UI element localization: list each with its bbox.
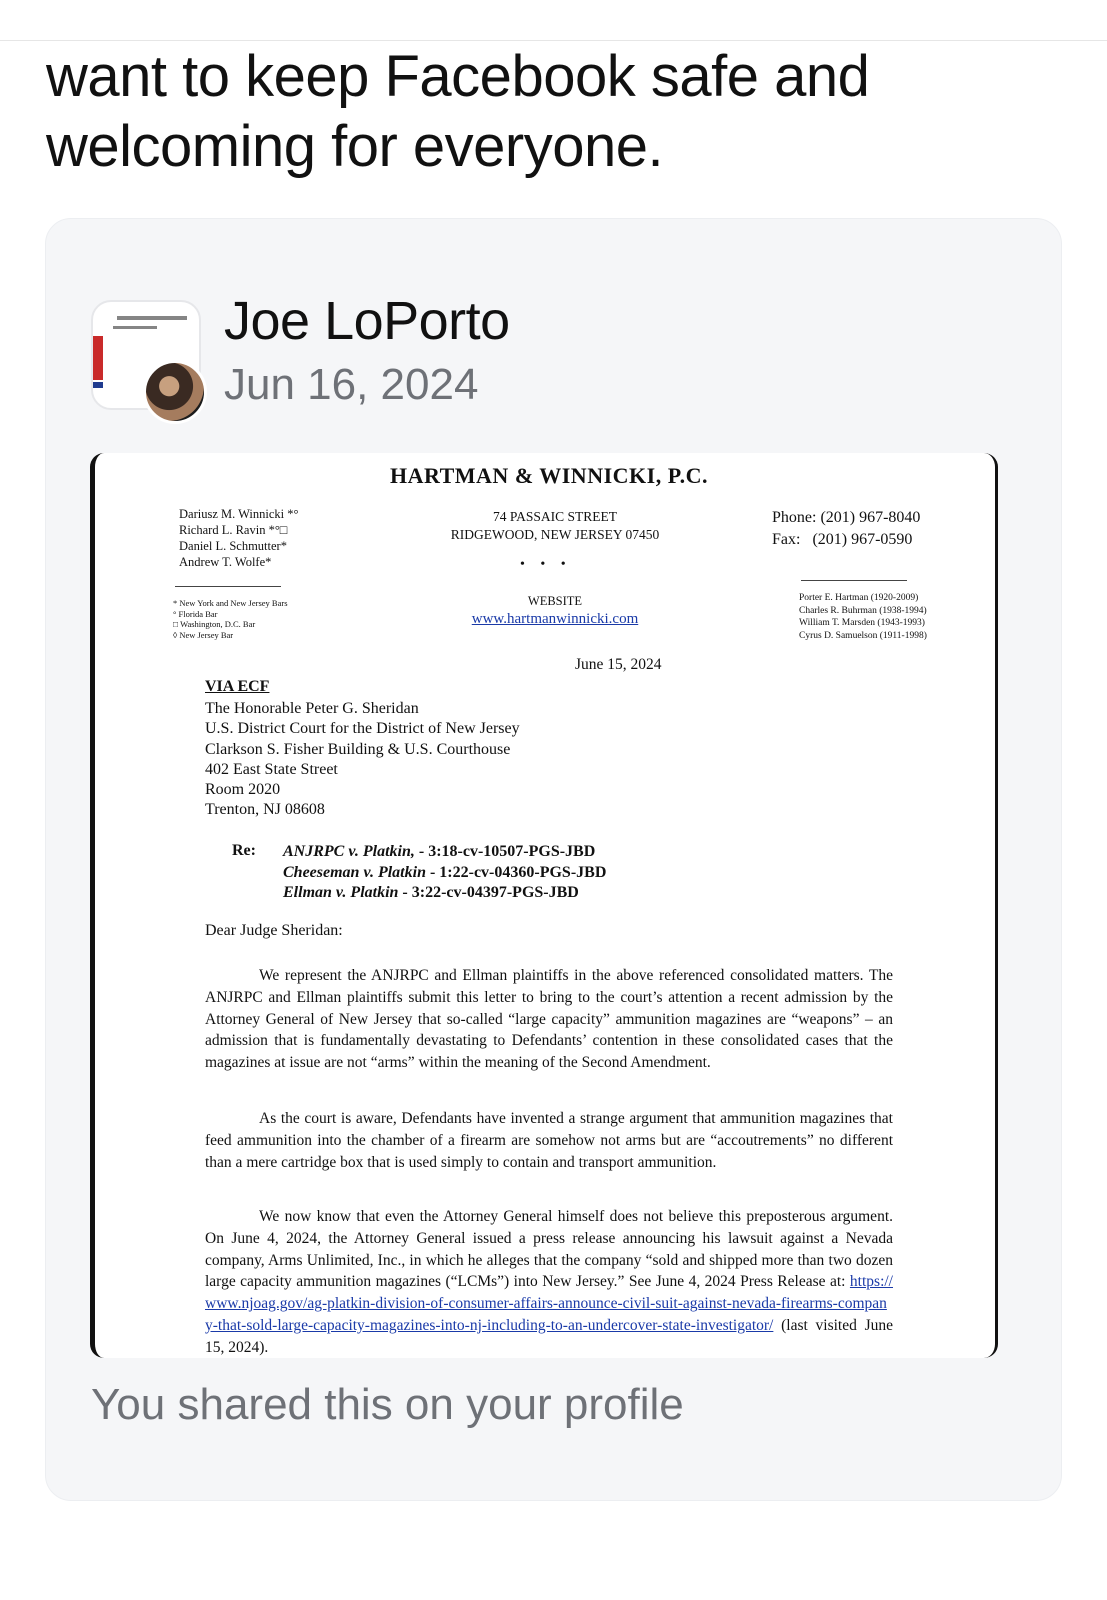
divider — [801, 580, 907, 581]
bar-note: * New York and New Jersey Bars — [173, 598, 288, 608]
address-line: 74 PASSAIC STREET — [492, 509, 618, 524]
case-number: - 1:22-cv-04360-PGS-JBD — [425, 863, 607, 881]
bar-notes — [173, 598, 288, 640]
post-text: want to keep Facebook safe and welcoming for everyone. — [46, 44, 870, 179]
recipient-line: 402 East State Street — [205, 760, 338, 778]
fax-number: Fax: (201) 967-0590 — [772, 531, 913, 548]
post-date[interactable]: Jun 16, 2024 — [224, 360, 479, 409]
avatar-text-line — [113, 326, 157, 329]
case-line — [283, 863, 606, 884]
address-line: RIDGEWOOD, NEW JERSEY 07450 — [450, 527, 660, 542]
press-release-link[interactable]: https://www.njoag.gov/ag-platkin-division-of-consumer-affairs-announce-civil-suit-against-nevada-firearms-company-that-sold-large-capacity-magazines-into-nj-including-to-an-undercover-state-investigator/ — [205, 1273, 893, 1334]
bar-note: ° Florida Bar — [173, 608, 218, 619]
firm-name: HARTMAN & WINNICKI, P.C. — [389, 463, 709, 488]
partner-name: Andrew T. Wolfe* — [179, 555, 272, 569]
salutation: Dear Judge Sheridan: — [205, 922, 343, 939]
via-ecf: VIA ECF — [205, 678, 270, 695]
website-link[interactable]: www.hartmanwinnicki.com — [471, 611, 639, 627]
bar-note: □ Washington, D.C. Bar — [173, 619, 256, 629]
case-number: - 3:18-cv-10507-PGS-JBD — [414, 843, 596, 860]
flag-stripe-blue — [93, 382, 103, 388]
partner-list — [179, 506, 299, 570]
case-line — [283, 842, 606, 863]
bar-note: ◊ New Jersey Bar — [173, 629, 234, 640]
letter-paragraph: As the court is aware, Defendants have invented a strange argument that ammunition magazines that feed ammunition into the chamber of a firearm are somehow not arms but are “accoutrements” no different than a mere cartridge box that is used simply to contain and transport ammunition. — [205, 1110, 893, 1171]
re-label: Re: — [232, 842, 256, 859]
case-name: Cheeseman v. Platkin — [283, 863, 426, 881]
shared-note: You shared this on your profile — [91, 1380, 684, 1429]
paragraph-text: We now know that even the Attorney General himself does not believe this preposterous argument. On June 4, 2024, the Attorney General issued a press release announcing his lawsuit against a Nevada company, Arms Unlimited, Inc., in which he alleges that the company “sold and shipped more than two dozen large capacity ammunition magazines (“LCMs”) into New Jersey.” See June 4, 2024 Press Release at: — [205, 1208, 893, 1291]
author-name[interactable]: Joe LoPorto — [224, 291, 510, 351]
recipient-line: Trenton, NJ 08608 — [205, 801, 325, 819]
case-name: ANJRPC v. Platkin, — [283, 843, 415, 860]
profile-photo-icon[interactable] — [143, 360, 207, 424]
former-partner: William T. Marsden (1943-1993) — [799, 618, 925, 628]
recipient-block — [205, 699, 520, 821]
former-partners — [799, 592, 927, 642]
partner-name: Daniel L. Schmutter* — [179, 539, 287, 553]
dot-separator: • • • — [520, 557, 572, 572]
letter-image[interactable] — [90, 453, 998, 1358]
former-partner: Cyrus D. Samuelson (1911-1998) — [799, 630, 927, 641]
divider — [175, 586, 281, 587]
paragraph-text: (last visited June 15, 2024). — [205, 1316, 893, 1356]
recipient-line: Clarkson S. Fisher Building & U.S. Courthouse — [205, 740, 511, 758]
website-label: WEBSITE — [527, 594, 583, 608]
recipient-line: Room 2020 — [205, 781, 281, 799]
phone-number: Phone: (201) 967-8040 — [772, 509, 921, 526]
letter-date: June 15, 2024 — [575, 656, 662, 673]
recipient-line: The Honorable Peter G. Sheridan — [205, 700, 419, 717]
partner-name: Richard L. Ravin *°□ — [179, 523, 288, 537]
case-name: Ellman v. Platkin — [283, 884, 399, 901]
case-list — [283, 842, 606, 904]
letter-paragraph — [205, 1206, 893, 1358]
firm-address — [375, 508, 735, 544]
letter-paragraph: We represent the ANJRPC and Ellman plaintiffs in the above referenced consolidated matters. The ANJRPC and Ellman plaintiffs submit this letter to bring to the court’s attention a recent admission by the Attorney General of New Jersey that so-called “large capacity” ammunition magazines are “weapons” – an admission that is fundamentally devastating to Defendants’ contention in these consolidated cases that the magazines at issue are not “arms” within the meaning of the Second Amendment. — [205, 967, 893, 1072]
former-partner: Porter E. Hartman (1920-2009) — [799, 593, 919, 603]
avatar-text-line — [117, 316, 187, 320]
partner-name: Dariusz M. Winnicki *° — [179, 507, 299, 521]
former-partner: Charles R. Buhrman (1938-1994) — [799, 605, 927, 616]
case-number: - 3:22-cv-04397-PGS-JBD — [398, 884, 579, 901]
flag-stripe-red — [93, 336, 103, 380]
top-divider — [0, 40, 1107, 41]
recipient-line: U.S. District Court for the District of New Jersey — [205, 720, 520, 738]
contact-numbers — [772, 507, 920, 551]
case-line — [283, 883, 606, 904]
